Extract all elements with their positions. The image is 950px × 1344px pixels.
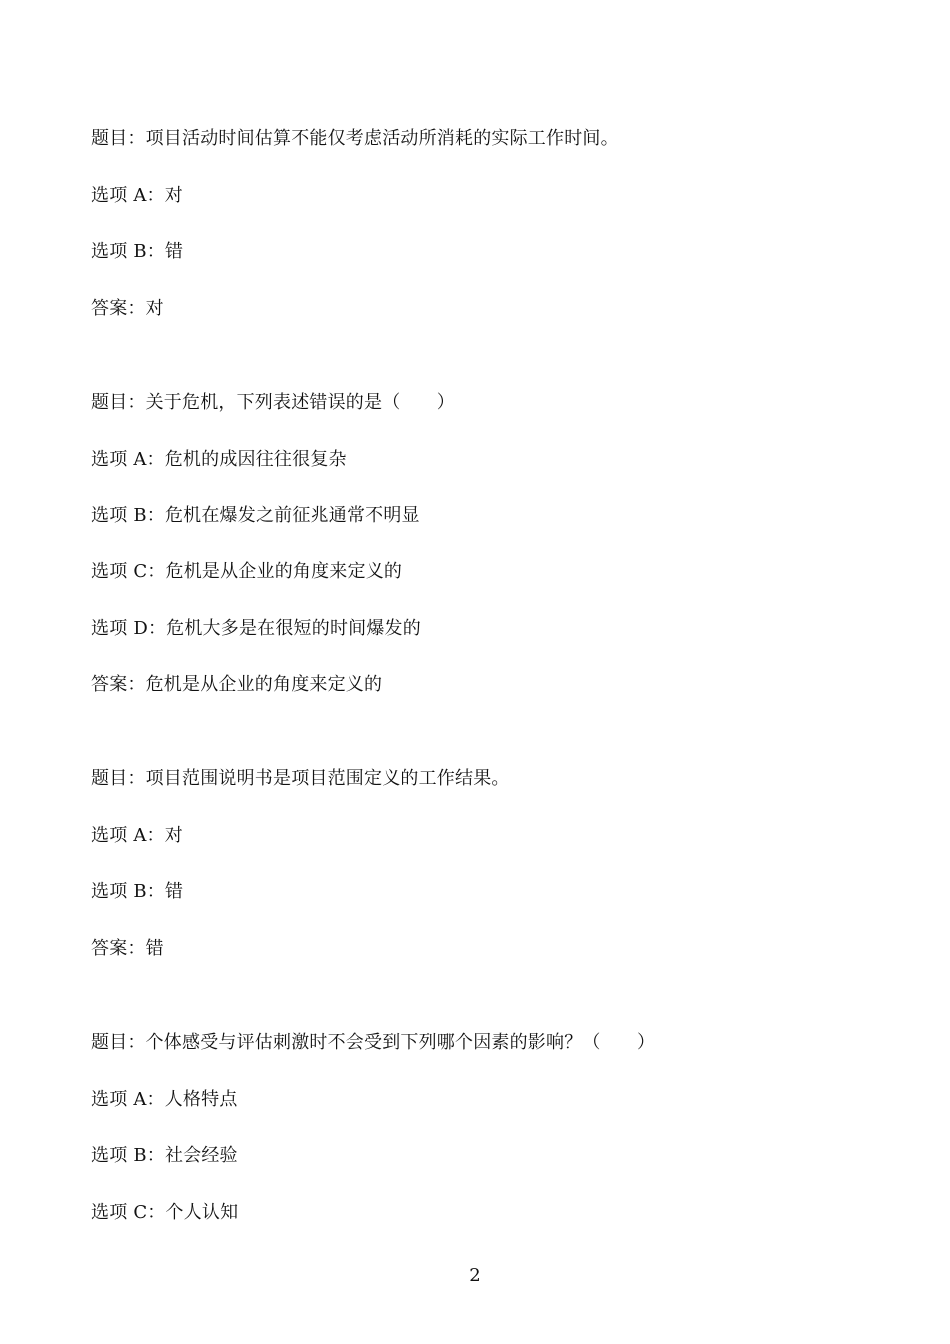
question-4-option-c: 选项 C：个人认知 bbox=[91, 1202, 239, 1223]
question-2-text: 题目：关于危机，下列表述错误的是（ ） bbox=[91, 392, 455, 413]
question-2-option-a: 选项 A：危机的成因往往很复杂 bbox=[91, 449, 347, 470]
question-1-answer: 答案：对 bbox=[91, 298, 164, 319]
question-4-option-b: 选项 B：社会经验 bbox=[91, 1145, 238, 1166]
question-4-option-a: 选项 A：人格特点 bbox=[91, 1089, 238, 1110]
question-1-option-a: 选项 A：对 bbox=[91, 185, 183, 206]
question-4-text: 题目：个体感受与评估刺激时不会受到下列哪个因素的影响？（ ） bbox=[91, 1032, 656, 1053]
question-2-option-c: 选项 C：危机是从企业的角度来定义的 bbox=[91, 561, 403, 582]
question-3-text: 题目：项目范围说明书是项目范围定义的工作结果。 bbox=[91, 768, 510, 789]
question-2-answer: 答案：危机是从企业的角度来定义的 bbox=[91, 674, 383, 695]
page-number: 2 bbox=[469, 1265, 481, 1286]
question-1-option-b: 选项 B：错 bbox=[91, 241, 184, 262]
question-1-text: 题目：项目活动时间估算不能仅考虑活动所消耗的实际工作时间。 bbox=[91, 128, 619, 149]
question-3-option-a: 选项 A：对 bbox=[91, 825, 183, 846]
question-2-option-b: 选项 B：危机在爆发之前征兆通常不明显 bbox=[91, 505, 420, 526]
question-3-answer: 答案：错 bbox=[91, 938, 164, 959]
question-3-option-b: 选项 B：错 bbox=[91, 881, 184, 902]
question-2-option-d: 选项 D：危机大多是在很短的时间爆发的 bbox=[91, 618, 421, 639]
